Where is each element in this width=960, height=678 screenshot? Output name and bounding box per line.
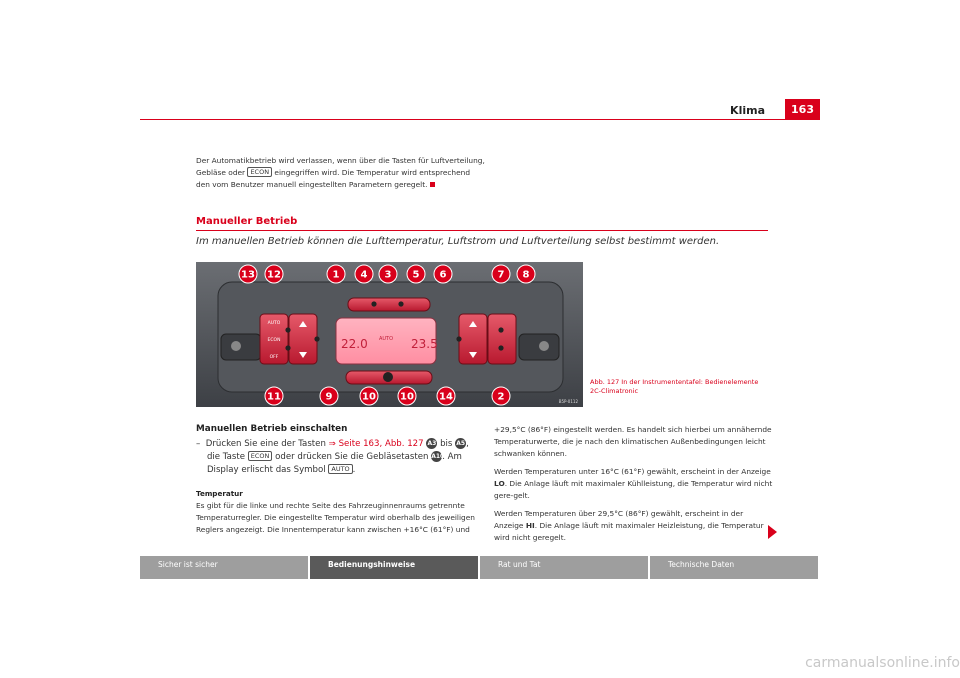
callout-number: 2 <box>497 391 505 403</box>
key-a5-badge: A5 <box>456 440 466 447</box>
footer-tab-bedienung[interactable]: Bedienungshinweise <box>310 556 478 579</box>
econ-key-label-2: ECON <box>248 451 273 461</box>
climate-control-figure <box>196 262 583 407</box>
footer-nav <box>140 556 820 579</box>
right-para-3-pre: Werden Temperaturen über 29,5°C (86°F) gewählt, erscheint in der Anzeige <box>494 509 744 530</box>
callout-number: 4 <box>360 269 368 281</box>
right-para-3-post: . Die Anlage läuft mit maximaler Heizleistung, die Temperatur wird nicht geregelt. <box>494 521 764 542</box>
callout-number: 13 <box>241 269 255 281</box>
page-title: Klima <box>730 104 765 117</box>
key-a10-badge: A10 <box>431 453 445 460</box>
page-number-badge: 163 <box>785 99 820 119</box>
btn-off-label: OFF <box>269 355 279 360</box>
right-para-3 <box>494 508 774 544</box>
intro-line-2-pre: Gebläse oder <box>196 168 248 177</box>
manual-on-title: Manuellen Betrieb einschalten <box>196 424 348 434</box>
step-bis: bis <box>437 439 456 449</box>
callout-number: 5 <box>412 269 420 281</box>
right-para-1: +29,5°C (86°F) eingestellt werden. Es handelt sich hierbei um annähernde Temperaturwerte, die je nach den klimatischen Außenbedingungen leicht schwanken können. <box>494 425 772 458</box>
intro-line-1: Der Automatikbetrieb wird verlassen, wenn über die Tasten für Luftverteilung, <box>196 156 485 165</box>
footer-tab-rat[interactable]: Rat und Tat <box>480 556 648 579</box>
step-line2-mid: oder drücken Sie die Gebläsetasten <box>272 452 432 462</box>
section-title: Manueller Betrieb <box>196 216 298 227</box>
callout-number: 11 <box>267 391 281 403</box>
display-left-temp: 22.0 <box>341 337 368 351</box>
intro-paragraph <box>196 155 496 191</box>
callout-number: 10 <box>400 391 414 403</box>
step-line2-pre: die Taste <box>206 452 248 462</box>
callout-number: 1 <box>332 269 340 281</box>
callout-number: 10 <box>362 391 376 403</box>
display-mode: AUTO <box>378 336 394 342</box>
step-line2-post: . Am <box>442 452 462 462</box>
step-text-pre: Drücken Sie eine der Tasten <box>205 439 329 449</box>
step-line3-post: . <box>352 465 356 475</box>
intro-line-3: den vom Benutzer manuell eingestellten Parametern geregelt. <box>196 180 428 189</box>
callout-number: 8 <box>522 269 530 281</box>
right-para-2-post: . Die Anlage läuft mit maximaler Kühlleistung, die Temperatur wird nicht gere-gelt. <box>494 479 773 500</box>
header-rule <box>140 119 820 120</box>
right-column <box>494 424 774 550</box>
manual-on-step: – Drücken Sie eine der Tasten ⇒ Seite 163, Abb. 127 A3 bis A5, die Taste ECON oder drücken Sie die Gebläsetasten A10. Am Display erlischt das Symbol AUTO . <box>196 439 469 475</box>
callout-number: 9 <box>325 391 333 403</box>
btn-econ-label: ECON <box>267 338 281 343</box>
callout-number: 7 <box>497 269 505 281</box>
climate-panel-illustration <box>196 262 583 407</box>
intro-line-2-post: eingegriffen wird. Die Temperatur wird entsprechend <box>272 168 471 177</box>
hi-label: HI <box>525 521 535 530</box>
footer-tab-sicher[interactable]: Sicher ist sicher <box>140 556 308 579</box>
right-para-2-pre: Werden Temperaturen unter 16°C (61°F) gewählt, erscheint in der Anzeige <box>494 467 771 476</box>
econ-key-label: ECON <box>247 167 272 177</box>
callout-number: 14 <box>439 391 453 403</box>
key-a3-badge: A3 <box>427 440 437 447</box>
footer-tab-technik[interactable]: Technische Daten <box>650 556 818 579</box>
next-page-arrow-icon[interactable] <box>768 525 777 539</box>
step-dash: – <box>196 439 201 449</box>
figure-reference-link[interactable]: ⇒ Seite 163, Abb. 127 <box>328 439 424 449</box>
callout-number: 3 <box>384 269 392 281</box>
temperature-title: Temperatur <box>196 489 243 498</box>
step-line3-pre: Display erlischt das Symbol <box>206 465 329 475</box>
figure-code: B5P-0112 <box>558 399 578 404</box>
callout-number: 6 <box>439 269 447 281</box>
watermark: carmanualsonline.info <box>805 655 960 671</box>
lo-label: LO <box>494 479 505 488</box>
temperature-text: Es gibt für die linke und rechte Seite des Fahrzeuginnenraums getrennte Temperaturregler. Die eingestellte Temperatur wird oberhalb des jeweiligen Reglers angezeigt. Die Innentemperatur kann zwischen +16°C (61°F) und <box>196 501 475 534</box>
btn-auto-label: AUTO <box>267 321 281 326</box>
end-marker-icon <box>430 182 435 187</box>
right-para-2 <box>494 466 774 502</box>
section-lead: Im manuellen Betrieb können die Lufttemperatur, Luftstrom und Luftverteilung selbst bestimmt werden. <box>196 236 720 247</box>
display-right-temp: 23.5 <box>411 337 438 351</box>
callout-number: 12 <box>267 269 281 281</box>
figure-caption: Abb. 127 In der Instrumententafel: Bedienelemente 2C-Climatronic <box>590 378 759 395</box>
auto-key-label: AUTO <box>328 464 352 474</box>
section-rule <box>196 230 768 231</box>
